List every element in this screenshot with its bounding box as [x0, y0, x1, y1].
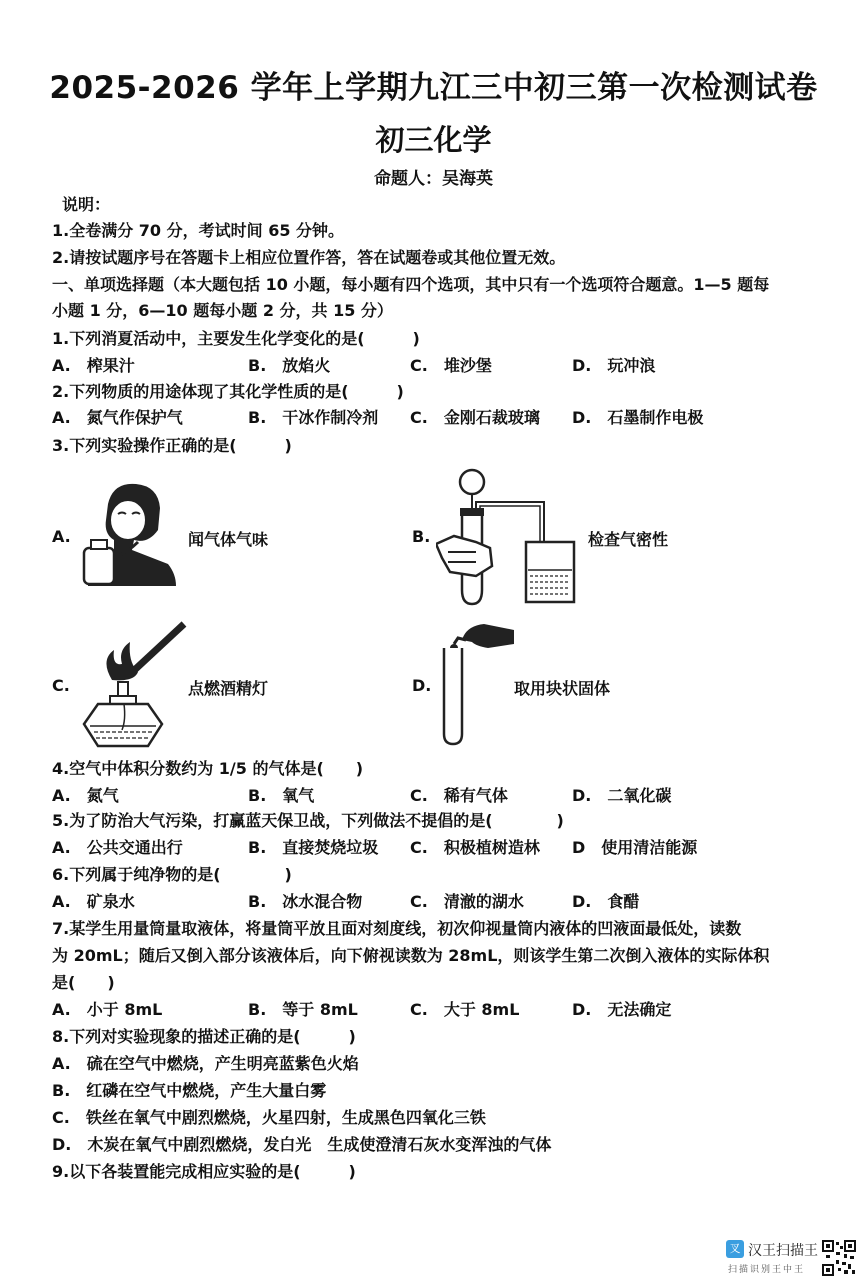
- section-heading-cont: 小题 1 分，6—10 题每小题 2 分，共 15 分）: [52, 301, 393, 320]
- option: D. 木炭在氧气中剧烈燃烧，发白光 生成使澄清石灰水变浑浊的气体: [52, 1135, 552, 1154]
- option: C. 积极植树造林: [410, 838, 540, 857]
- figure-letter: D.: [412, 676, 432, 695]
- figure-caption: 闻气体气味: [188, 530, 269, 549]
- alcohol-lamp-icon: [78, 620, 190, 750]
- page-subtitle: 初三化学: [375, 123, 492, 157]
- option: A. 氮气作保护气: [52, 408, 183, 427]
- option: C. 清澈的湖水: [410, 892, 524, 911]
- question-stem: 9.以下各装置能完成相应实验的是( ): [52, 1162, 356, 1181]
- scanner-logo-icon: 叉: [726, 1240, 744, 1258]
- option: C. 稀有气体: [410, 786, 508, 805]
- option: A. 矿泉水: [52, 892, 135, 911]
- option: D. 石墨制作电极: [572, 408, 704, 427]
- question-stem: 3.下列实验操作正确的是( ): [52, 436, 292, 455]
- option: D. 玩冲浪: [572, 356, 656, 375]
- qr-code-icon: [822, 1240, 856, 1276]
- option: A. 榨果汁: [52, 356, 135, 375]
- note-item: 2.请按试题序号在答题卡上相应位置作答，答在试题卷或其他位置无效。: [52, 248, 566, 267]
- figure-caption: 点燃酒精灯: [188, 679, 269, 698]
- option: B. 直接焚烧垃圾: [248, 838, 379, 857]
- scanner-tagline: 扫描识别王中王: [728, 1265, 806, 1275]
- scanner-name: 汉王扫描王: [748, 1243, 818, 1259]
- author-line: 命题人：吴海英: [374, 169, 493, 189]
- question-stem: 1.下列消夏活动中，主要发生化学变化的是( ): [52, 329, 420, 348]
- notes-heading: 说明：: [62, 195, 111, 214]
- option: B. 冰水混合物: [248, 892, 363, 911]
- test-tube-solid-icon: [436, 616, 516, 748]
- option: B. 红磷在空气中燃烧，产生大量白雾: [52, 1081, 327, 1100]
- figure-letter: C.: [52, 676, 70, 695]
- option: B. 等于 8mL: [248, 1000, 358, 1019]
- option: C. 堆沙堡: [410, 356, 492, 375]
- section-heading: 一、单项选择题（本大题包括 10 小题，每小题有四个选项，其中只有一个选项符合题意。1—5 题每: [52, 275, 770, 294]
- option: A. 硫在空气中燃烧，产生明亮蓝紫色火焰: [52, 1054, 359, 1073]
- question-stem-cont: 是( ): [52, 973, 115, 992]
- note-item: 1.全卷满分 70 分，考试时间 65 分钟。: [52, 221, 345, 240]
- option: B. 干冰作制冷剂: [248, 408, 379, 427]
- option: D. 二氧化碳: [572, 786, 672, 805]
- option: C. 金刚石裁玻璃: [410, 408, 540, 427]
- figure-caption: 检查气密性: [588, 530, 669, 549]
- option: A. 公共交通出行: [52, 838, 183, 857]
- option: D 使用清洁能源: [572, 838, 698, 857]
- question-stem: 2.下列物质的用途体现了其化学性质的是( ): [52, 382, 404, 401]
- figure-caption: 取用块状固体: [514, 679, 611, 698]
- option: D. 食醋: [572, 892, 640, 911]
- figure-letter: B.: [412, 527, 431, 546]
- question-stem: 7.某学生用量筒量取液体，将量筒平放且面对刻度线，初次仰视量筒内液体的凹液面最低处，读数: [52, 919, 742, 938]
- question-stem-cont: 为 20mL；随后又倒入部分该液体后，向下俯视读数为 28mL，则该学生第二次倒入液体的实际体积: [52, 946, 770, 965]
- airtightness-check-icon: [436, 462, 586, 610]
- question-stem: 8.下列对实验现象的描述正确的是( ): [52, 1027, 356, 1046]
- option: D. 无法确定: [572, 1000, 672, 1019]
- option: A. 小于 8mL: [52, 1000, 163, 1019]
- question-stem: 5.为了防治大气污染，打赢蓝天保卫战，下列做法不提倡的是( ): [52, 811, 564, 830]
- question-stem: 4.空气中体积分数约为 1/5 的气体是( ): [52, 759, 364, 778]
- option: B. 放焰火: [248, 356, 331, 375]
- figure-letter: A.: [52, 527, 71, 546]
- option: B. 氧气: [248, 786, 315, 805]
- question-stem: 6.下列属于纯净物的是( ): [52, 865, 292, 884]
- page-title: 2025-2026 学年上学期九江三中初三第一次检测试卷: [49, 70, 818, 106]
- option: C. 大于 8mL: [410, 1000, 520, 1019]
- smell-gas-icon: [78, 474, 178, 586]
- option: A. 氮气: [52, 786, 119, 805]
- option: C. 铁丝在氧气中剧烈燃烧，火星四射，生成黑色四氧化三铁: [52, 1108, 486, 1127]
